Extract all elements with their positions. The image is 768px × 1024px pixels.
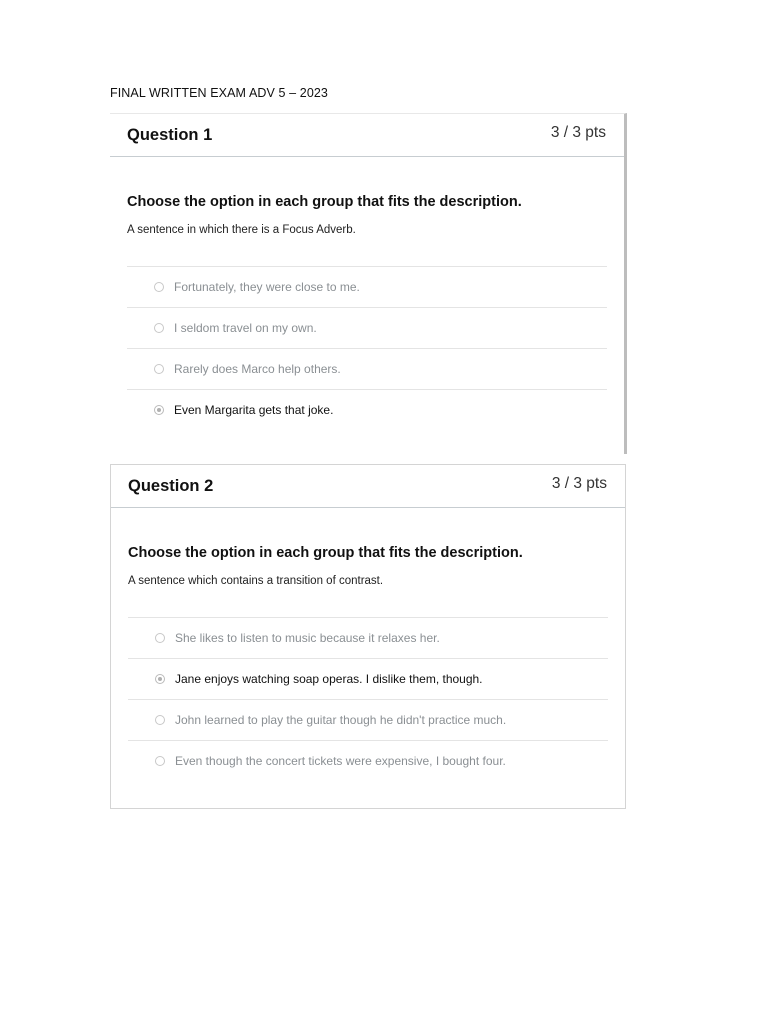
radio-button[interactable] xyxy=(155,633,165,643)
question-instructions: Choose the option in each group that fits the description. xyxy=(128,545,523,561)
question-2-card xyxy=(110,464,626,809)
question-header xyxy=(111,465,625,508)
document-title: FINAL WRITTEN EXAM ADV 5 – 2023 xyxy=(110,86,328,100)
answer-label: John learned to play the guitar though he didn't practice much. xyxy=(175,713,507,727)
answer-option-selected[interactable] xyxy=(128,659,608,700)
radio-button-checked[interactable] xyxy=(154,405,164,415)
question-instructions: Choose the option in each group that fits the description. xyxy=(127,194,522,210)
radio-button[interactable] xyxy=(155,715,165,725)
radio-button[interactable] xyxy=(154,323,164,333)
radio-button[interactable] xyxy=(155,756,165,766)
answer-option[interactable] xyxy=(127,267,607,308)
radio-button[interactable] xyxy=(154,364,164,374)
answer-option[interactable] xyxy=(127,308,607,349)
answer-option[interactable] xyxy=(128,618,608,659)
answer-list xyxy=(127,266,607,430)
answer-list xyxy=(128,617,608,781)
answer-option[interactable] xyxy=(128,700,608,741)
answer-label: Even though the concert tickets were expensive, I bought four. xyxy=(175,754,506,768)
answer-label: She likes to listen to music because it relaxes her. xyxy=(175,631,440,645)
answer-option-selected[interactable] xyxy=(127,390,607,430)
question-prompt: A sentence in which there is a Focus Adverb. xyxy=(127,224,356,236)
question-1-card xyxy=(110,113,627,454)
question-title: Question 1 xyxy=(127,126,213,144)
question-points: 3 / 3 pts xyxy=(550,124,606,141)
answer-label: Fortunately, they were close to me. xyxy=(174,280,360,294)
answer-option[interactable] xyxy=(127,349,607,390)
answer-label: Jane enjoys watching soap operas. I dislike them, though. xyxy=(175,672,483,686)
question-title: Question 2 xyxy=(128,477,214,495)
answer-label: Even Margarita gets that joke. xyxy=(174,403,334,417)
question-body xyxy=(111,545,625,781)
question-prompt: A sentence which contains a transition of contrast. xyxy=(128,575,384,587)
answer-option[interactable] xyxy=(128,741,608,781)
question-header xyxy=(110,114,624,157)
radio-button[interactable] xyxy=(154,282,164,292)
radio-button-checked[interactable] xyxy=(155,674,165,684)
answer-label: Rarely does Marco help others. xyxy=(174,362,341,376)
question-points: 3 / 3 pts xyxy=(551,475,607,492)
question-body xyxy=(110,194,624,430)
answer-label: I seldom travel on my own. xyxy=(174,321,317,335)
